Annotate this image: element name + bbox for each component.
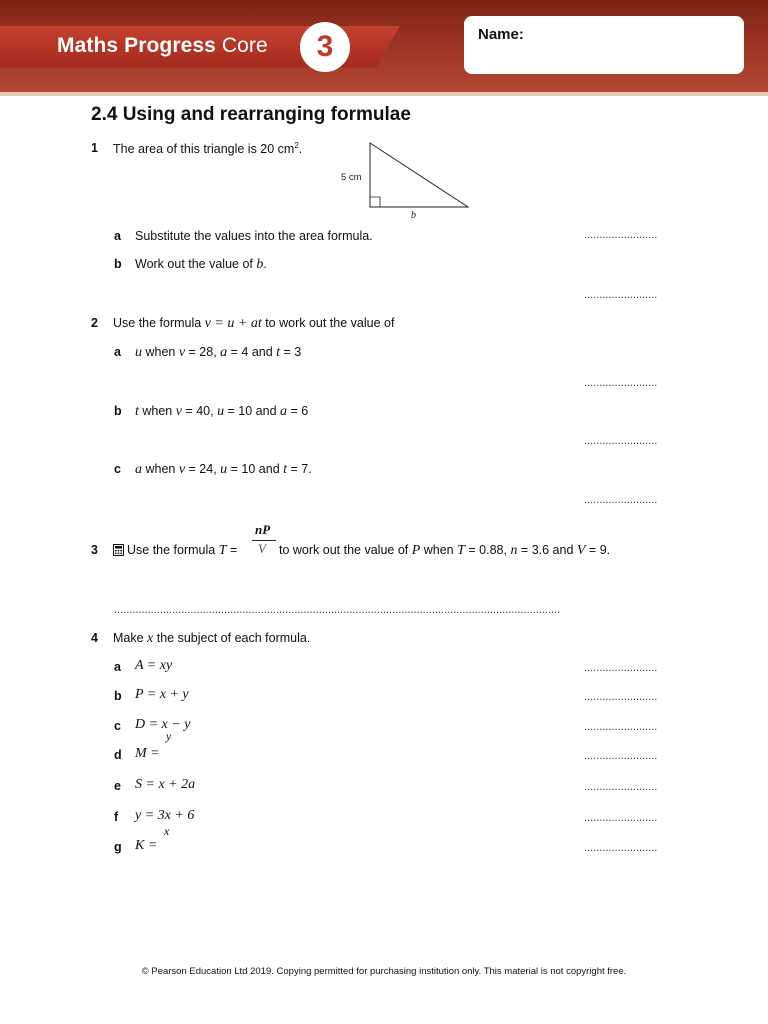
q2c-v2: = 10 and [227,462,284,476]
q2b-c2: u [217,404,225,419]
q2b-v2: = 10 and [224,404,281,418]
q3-lhs: T [218,543,227,558]
q2c-text [135,462,312,478]
q3-v2: = 3.6 and [517,543,577,557]
q1b-var: b [256,257,264,272]
q2a-label: a [114,345,121,359]
q3-text-pre: Use the formula [127,543,219,557]
q4b-answer[interactable]: ........................ [584,691,658,703]
question-1-text [113,141,302,156]
question-3-text-b [279,543,610,559]
q4f-answer[interactable]: ........................ [584,812,658,824]
q2a-c3: t [276,345,281,360]
q4d-stray-var: y [166,729,172,743]
triangle-height-label: 5 cm [341,172,362,183]
q1-text-pre: The area of this triangle is 20 cm [113,142,295,157]
q2-text-pre: Use the formula [113,316,205,330]
q3-text-mid: to work out the value of [279,543,412,557]
q3-when: when [420,543,458,557]
q3-numerator: nP [255,522,271,537]
q4d-answer[interactable]: ........................ [584,750,658,762]
q2c-v3: = 7. [287,462,312,476]
q1-text-sup: 2 [294,141,299,150]
q4a-answer[interactable]: ........................ [584,662,658,674]
question-3-number: 3 [91,543,98,557]
q2b-text [135,404,308,420]
q4d-label: d [114,748,122,762]
q2c-when: when [142,462,179,476]
q3-v1: = 0.88, [464,543,511,557]
q3-eq: = [226,543,238,557]
q2b-v3: = 6 [287,404,309,418]
q3-answer[interactable]: .................................................................................................................................................. [114,604,561,616]
q1b-text-pre: Work out the value of [135,257,257,271]
page-title: 2.4 Using and rearranging formulae [91,104,411,125]
q1a-answer[interactable]: ........................ [584,229,658,241]
question-4-text [113,631,310,647]
q4e-label: e [114,779,121,793]
question-3-text-a [113,543,237,559]
q4b-label: b [114,689,122,703]
q3-c1: T [457,543,465,558]
q2b-c1: v [175,404,182,419]
q4e-formula: S = x + 2a [135,777,196,792]
q1b-label: b [114,257,122,271]
question-4-number: 4 [91,631,98,645]
triangle-diagram [340,138,480,218]
q1b-text-post: . [263,257,267,271]
q2c-answer[interactable]: ........................ [584,494,658,506]
q2b-var: t [135,404,139,419]
q3-c2: n [510,543,518,558]
q3-var: P [411,543,421,558]
name-label: Name: [478,26,524,43]
q3-v3: = 9. [585,543,611,557]
q1-text-post: . [298,142,303,157]
q4c-answer[interactable]: ........................ [584,721,658,733]
q2a-c2: a [220,345,228,360]
q1a-text: Substitute the values into the area formula. [135,229,373,243]
q4g-label: g [114,840,122,854]
q2c-c3: t [283,462,288,477]
q2b-label: b [114,404,122,418]
q2c-v1: = 24, [185,462,221,476]
q4-text-post: the subject of each formula. [153,631,311,645]
q2c-label: c [114,462,121,476]
q4g-stray-var: x [164,824,170,838]
q2b-v1: = 40, [181,404,218,418]
q2a-text [135,345,301,361]
q4a-label: a [114,660,121,674]
q2a-c1: v [178,345,186,360]
q4g-formula: K = [135,838,158,853]
q3-c3: V [576,543,586,558]
triangle-base-label: b [411,210,416,218]
q2a-var: u [135,345,142,360]
q2c-var: a [135,462,142,477]
q2c-c2: u [220,462,228,477]
q4a-formula: A = xy [135,658,173,673]
q2a-v1: = 28, [185,345,221,359]
q4e-answer[interactable]: ........................ [584,781,658,793]
q4c-label: c [114,719,121,733]
brand-light: Core [221,34,268,57]
q2a-answer[interactable]: ........................ [584,377,658,389]
q4d-formula: M = [135,746,160,761]
q3-denominator: V [258,541,266,556]
q2a-when: when [142,345,179,359]
brand-title [57,34,268,58]
q2b-answer[interactable]: ........................ [584,435,658,447]
q2c-c1: v [178,462,186,477]
q2-text-post: to work out the value of [261,316,395,330]
q1a-label: a [114,229,121,243]
name-field[interactable] [464,16,744,74]
question-2-text [113,316,394,332]
q4b-formula: P = x + y [135,687,189,702]
level-badge: 3 [300,22,350,72]
q4f-label: f [114,810,119,824]
q2a-v2: = 4 and [227,345,277,359]
q4-text-pre: Make [113,631,148,645]
q2a-v3: = 3 [280,345,302,359]
copyright-footer: © Pearson Education Ltd 2019. Copying permitted for purchasing institution only. This material is not copyright free. [141,966,627,977]
q1b-text [135,257,267,273]
q2-formula: v = u + at [204,316,262,331]
question-1-number: 1 [91,141,98,155]
q4-var: x [147,631,154,646]
calculator-icon [113,544,124,559]
header-divider [0,92,768,96]
q2b-when: when [138,404,176,418]
question-2-number: 2 [91,316,98,330]
q2b-c3: a [280,404,288,419]
q4f-formula: y = 3x + 6 [135,808,195,823]
q1b-answer[interactable]: ........................ [584,289,658,301]
q4c-formula: D = x − y [135,717,191,732]
brand-bold: Maths Progress [57,34,216,57]
q4g-answer[interactable]: ........................ [584,842,658,854]
